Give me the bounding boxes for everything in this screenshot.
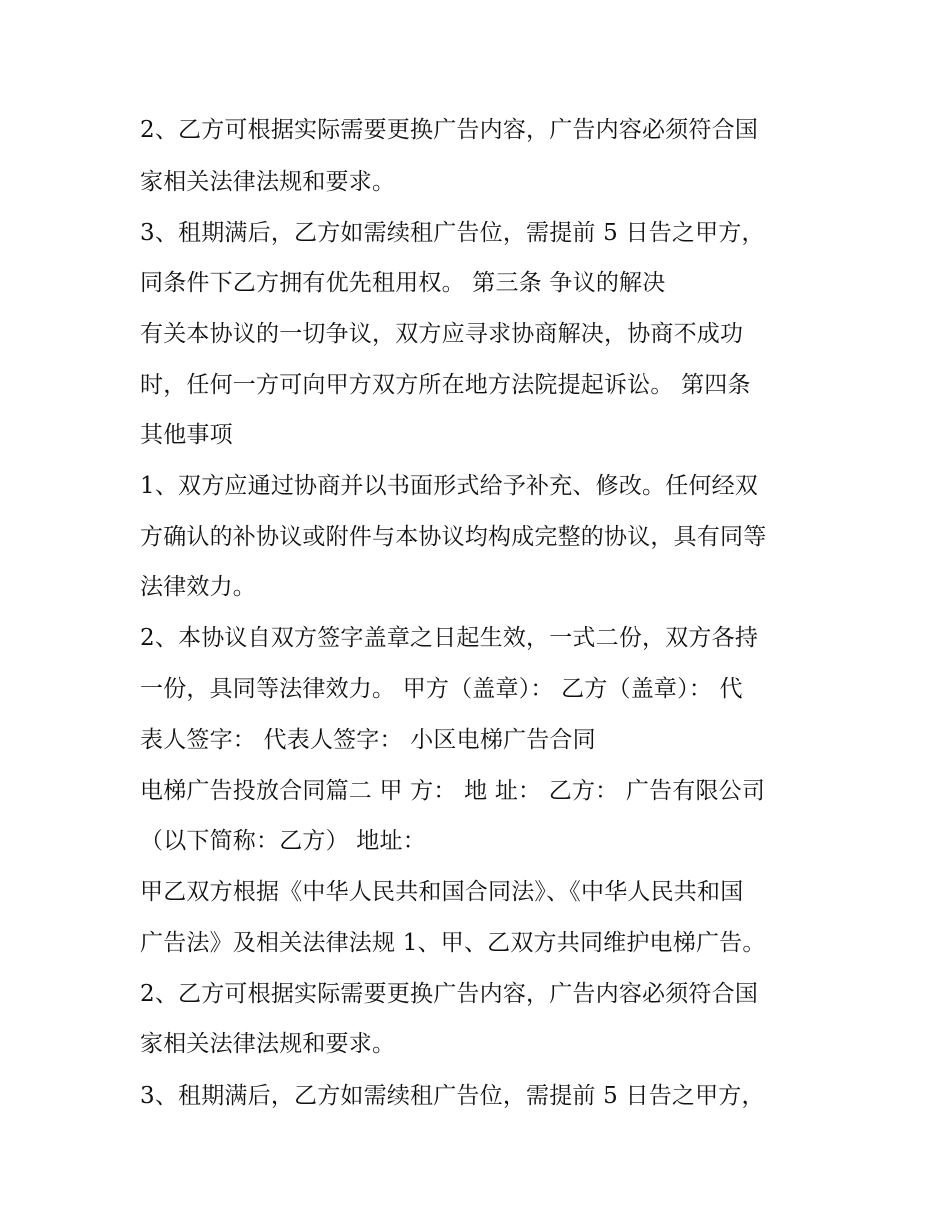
- text-line: 有关本协议的一切争议，双方应寻求协商解决，协商不成功: [140, 321, 744, 347]
- text-line: 家相关法律法规和要求。: [140, 1031, 396, 1057]
- text-line: 2、乙方可根据实际需要更换广告内容，广告内容必须符合国: [140, 981, 759, 1007]
- text-line: 一份，具同等法律效力。 甲方（盖章）： 乙方（盖章）： 代: [140, 676, 743, 702]
- text-line: 家相关法律法规和要求。: [140, 169, 396, 195]
- text-line: （以下简称：乙方） 地址：: [140, 828, 426, 854]
- text-line: 时，任何一方可向甲方双方所在地方法院提起诉讼。 第四条: [140, 372, 751, 398]
- text-line: 其他事项: [140, 422, 233, 448]
- text-line: 同条件下乙方拥有优先租用权。 第三条 争议的解决: [140, 270, 666, 296]
- text-line: 3、租期满后，乙方如需续租广告位，需提前 5 日告之甲方，: [140, 220, 765, 246]
- text-line: 2、乙方可根据实际需要更换广告内容，广告内容必须符合国: [140, 117, 759, 143]
- text-line: 广告法》及相关法律法规 1、甲、乙双方共同维护电梯广告。: [140, 930, 766, 956]
- text-line: 3、租期满后，乙方如需续租广告位，需提前 5 日告之甲方，: [140, 1083, 765, 1109]
- text-line: 表人签字： 代表人签字： 小区电梯广告合同: [140, 727, 596, 753]
- text-line: 1、双方应通过协商并以书面形式给予补充、修改。任何经双: [140, 473, 759, 499]
- text-line: 方确认的补协议或附件与本协议均构成完整的协议，具有同等: [140, 524, 767, 550]
- text-line: 甲乙双方根据《中华人民共和国合同法》、《中华人民共和国: [140, 879, 744, 905]
- text-line: 电梯广告投放合同篇二 甲 方： 地 址： 乙方： 广告有限公司: [140, 778, 766, 804]
- text-line: 法律效力。: [140, 574, 256, 600]
- text-line: 2、本协议自双方签字盖章之日起生效，一式二份，双方各持: [140, 625, 759, 651]
